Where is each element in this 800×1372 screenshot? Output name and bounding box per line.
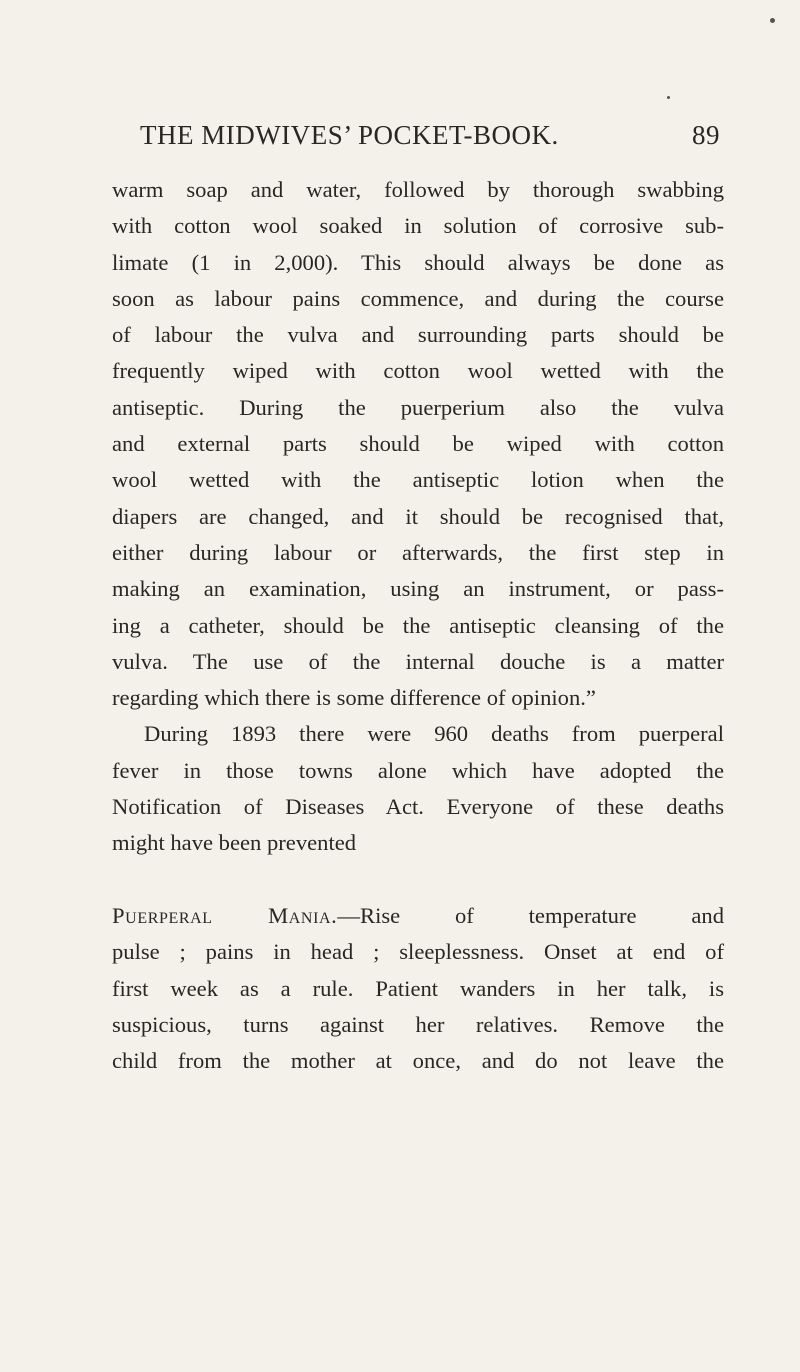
text-line: child from the mother at once, and do not leave the — [112, 1048, 724, 1074]
paragraph-antiseptic — [112, 172, 724, 716]
text-line: frequently wiped with cotton wool wetted with the — [112, 358, 724, 384]
text-line: ing a catheter, should be the antiseptic cleansing of the — [112, 612, 724, 638]
running-title: THE MIDWIVES’ POCKET-BOOK. — [140, 120, 559, 150]
page-number: 89 — [692, 120, 720, 150]
text-line: limate (1 in 2,000). This should always be done as — [112, 249, 724, 275]
text-line — [112, 898, 724, 934]
section-heading: Puerperal Mania. — [112, 902, 338, 928]
body-text — [112, 172, 724, 1079]
text-line: suspicious, turns against her relatives. Remove the — [112, 1011, 724, 1037]
text-line: Notification of Diseases Act. Everyone of these deaths — [112, 794, 724, 820]
ink-speck — [770, 18, 775, 23]
text-line: either during labour or afterwards, the first step in — [112, 539, 724, 565]
text-line: regarding which there is some difference of opinion.” — [112, 685, 596, 711]
page-header — [140, 120, 720, 156]
paragraph-gap — [112, 862, 724, 898]
text-line: making an examination, using an instrument, or pass- — [112, 576, 724, 602]
text-line: of labour the vulva and surrounding parts should be — [112, 322, 724, 348]
text-line: pulse ; pains in head ; sleeplessness. Onset at end of — [112, 939, 724, 965]
text-line: warm soap and water, followed by thorough swabbing — [112, 177, 724, 202]
text-line: wool wetted with the antiseptic lotion when the — [112, 467, 724, 493]
text-line: might have been prevented — [112, 830, 357, 856]
text-line: first week as a rule. Patient wanders in her talk, is — [112, 975, 724, 1001]
ink-speck — [667, 96, 670, 99]
text-line: vulva. The use of the internal douche is a matter — [112, 648, 724, 674]
paragraph-deaths-1893 — [112, 716, 724, 861]
text-line: antiseptic. During the puerperium also the vulva — [112, 394, 724, 420]
text-line: During 1893 there were 960 deaths from puerperal — [144, 721, 724, 747]
text-line: soon as labour pains commence, and during the course — [112, 285, 724, 311]
text-line: with cotton wool soaked in solution of corrosive sub- — [112, 213, 724, 239]
text-line: fever in those towns alone which have adopted the — [112, 757, 724, 783]
heading-continuation: —Rise of temperature and — [337, 902, 724, 928]
text-line: diapers are changed, and it should be recognised that, — [112, 503, 724, 529]
paragraph-puerperal-mania — [112, 898, 724, 1079]
text-line: and external parts should be wiped with cotton — [112, 431, 724, 457]
